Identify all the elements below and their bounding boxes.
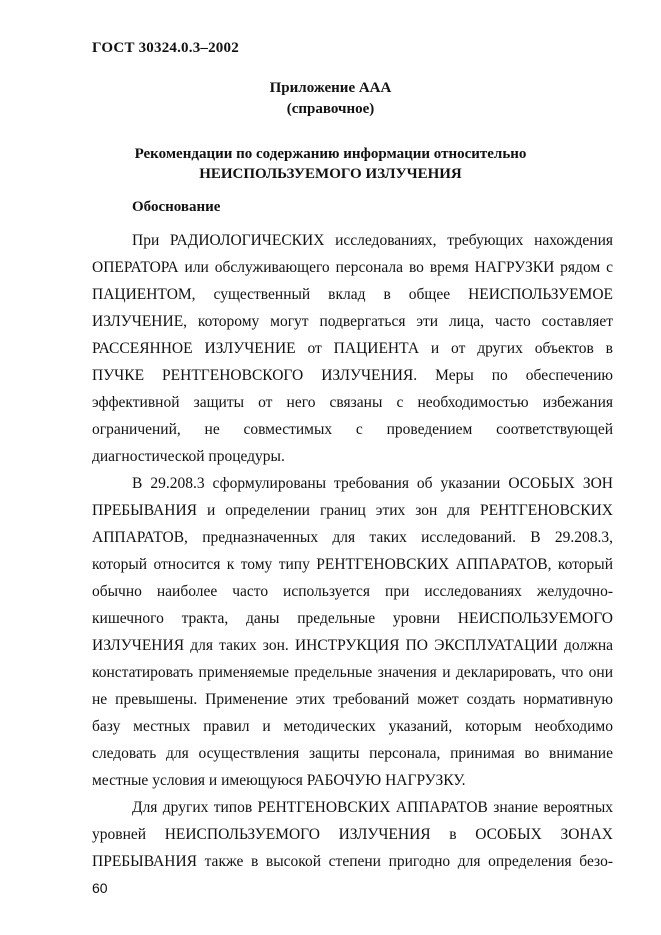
body-line: ИЗЛУЧЕНИЯ для таких зон. ИНСТРУКЦИЯ ПО ЭКСПЛУАТАЦИИ должна	[92, 637, 613, 654]
section-heading: Обоснование	[132, 199, 221, 215]
body-line: РАССЕЯННОЕ ИЗЛУЧЕНИЕ от ПАЦИЕНТА и от других объектов в	[92, 340, 613, 357]
body-line: констатировать применяемые предельные значения и декларировать, что они	[92, 664, 613, 681]
body-line: местные условия и имеющуюся РАБОЧУЮ НАГРУЗКУ.	[92, 772, 466, 789]
recommendation-title-line-2: НЕИСПОЛЬЗУЕМОГО ИЗЛУЧЕНИЯ	[199, 166, 462, 182]
body-line: Для других типов РЕНТГЕНОВСКИХ АППАРАТОВ знание вероятных	[132, 799, 613, 816]
body-line: который относится к тому типу РЕНТГЕНОВСКИХ АППАРАТОВ, который	[92, 556, 613, 573]
body-line: базу местных правил и методических указаний, которым необходимо	[92, 718, 613, 735]
body-line: ПАЦИЕНТОМ, существенный вклад в общее НЕИСПОЛЬЗУЕМОЕ	[92, 286, 613, 303]
body-line: ПУЧКЕ РЕНТГЕНОВСКОГО ИЗЛУЧЕНИЯ. Меры по обеспечению	[92, 367, 613, 384]
body-line: ПРЕБЫВАНИЯ также в высокой степени пригодно для определения безо-	[92, 853, 613, 870]
document-id-header: ГОСТ 30324.0.3–2002	[92, 40, 239, 56]
body-line: обычно наиболее часто используется при исследованиях желудочно-	[92, 583, 613, 600]
body-line: диагностической процедуры.	[92, 448, 285, 465]
body-line: ИЗЛУЧЕНИЕ, которому могут подвергаться эти лица, часто составляет	[92, 313, 613, 330]
body-line: следовать для осуществления защиты персонала, принимая во внимание	[92, 745, 613, 762]
page-number: 60	[92, 880, 108, 896]
annex-title: Приложение ААА	[269, 80, 392, 96]
body-line: ПРЕБЫВАНИЯ и определении границ этих зон для РЕНТГЕНОВСКИХ	[92, 502, 613, 519]
body-line: уровней НЕИСПОЛЬЗУЕМОГО ИЗЛУЧЕНИЯ в ОСОБЫХ ЗОНАХ	[92, 826, 613, 843]
body-line: не превышены. Применение этих требований может создать нормативную	[92, 691, 613, 708]
annex-subtitle: (справочное)	[286, 101, 375, 117]
body-line: ОПЕРАТОРА или обслуживающего персонала во время НАГРУЗКИ рядом с	[92, 259, 613, 276]
body-line: ограничений, не совместимых с проведением соответствующей	[92, 421, 613, 438]
recommendation-title-line-1: Рекомендации по содержанию информации относительно	[134, 146, 527, 162]
body-line: эффективной защиты от него связаны с необходимостью избежания	[92, 394, 613, 411]
body-line: кишечного тракта, даны предельные уровни НЕИСПОЛЬЗУЕМОГО	[92, 610, 613, 627]
body-line: В 29.208.3 сформулированы требования об указании ОСОБЫХ ЗОН	[132, 475, 613, 492]
body-line: АППАРАТОВ, предназначенных для таких исследований. В 29.208.3,	[92, 529, 613, 546]
body-line: При РАДИОЛОГИЧЕСКИХ исследованиях, требующих нахождения	[132, 232, 613, 249]
